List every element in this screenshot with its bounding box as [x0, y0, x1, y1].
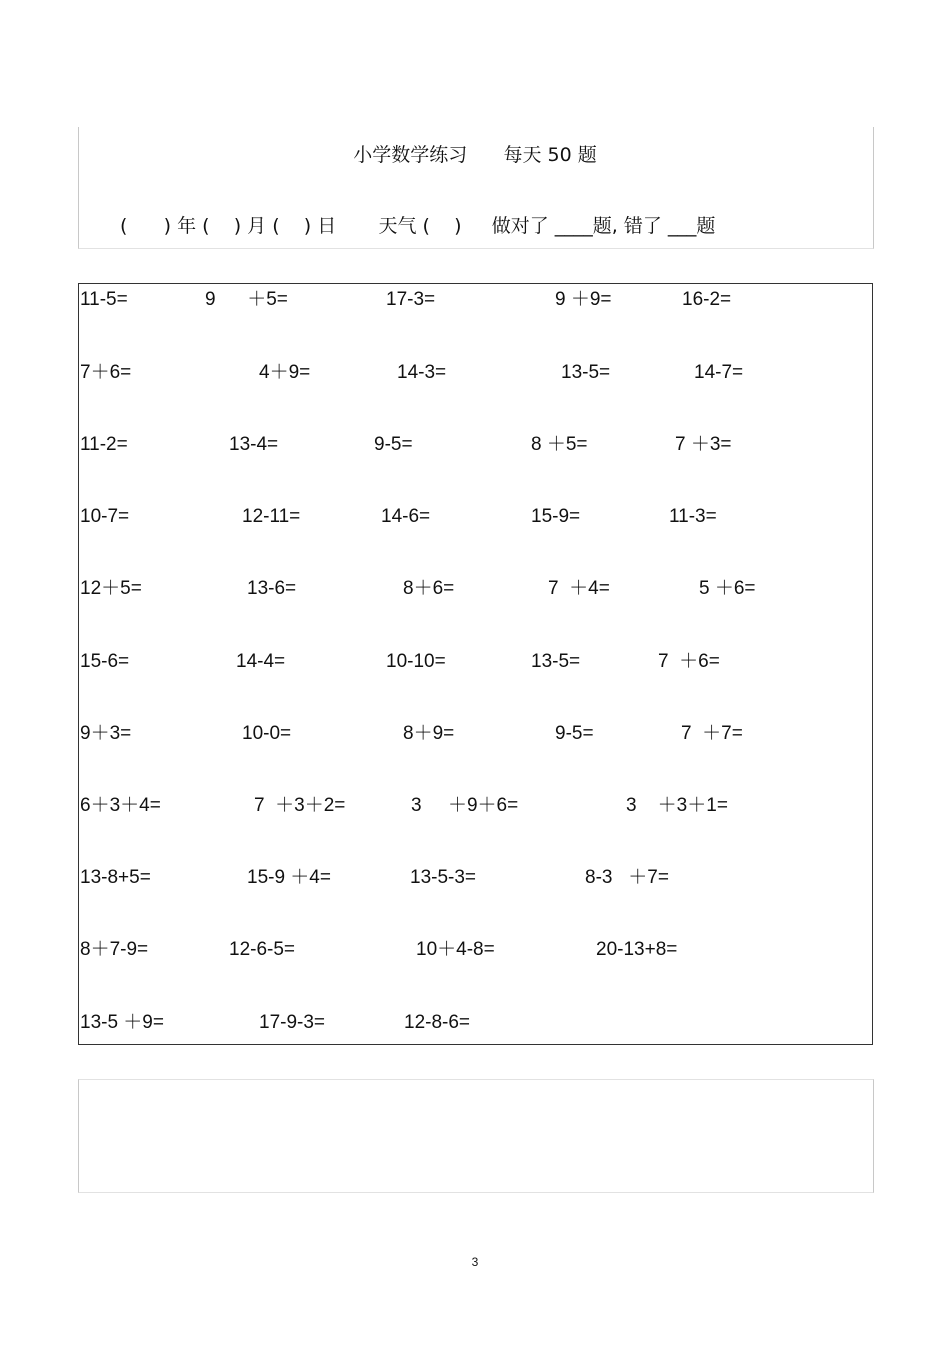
problem: 13-6= — [247, 578, 297, 599]
problem: 9 ＋5= — [205, 289, 288, 310]
problem: 14-6= — [381, 506, 431, 527]
problem: 8＋6= — [403, 578, 455, 599]
problem: 17-9-3= — [259, 1012, 326, 1033]
problem: 3 ＋9＋6= — [411, 795, 519, 816]
problem: 13-5= — [561, 362, 611, 383]
worksheet-title: 小学数学练习 每天 50 题 — [353, 144, 597, 166]
problem: 16-2= — [682, 289, 732, 310]
problem: 11-2= — [80, 434, 128, 455]
problem: 8 ＋5= — [531, 434, 588, 455]
problem: 4＋9= — [259, 362, 311, 383]
problem: 8-3 ＋7= — [585, 867, 669, 888]
problem: 14-3= — [397, 362, 447, 383]
problem: 15-6= — [80, 651, 130, 672]
problem: 7＋6= — [80, 362, 132, 383]
problem: 7 ＋6= — [658, 651, 720, 672]
problem: 9-5= — [374, 434, 413, 455]
problem: 17-3= — [386, 289, 436, 310]
problem: 13-5 ＋9= — [80, 1012, 164, 1033]
problem: 12＋5= — [80, 578, 142, 599]
problem: 12-6-5= — [229, 939, 296, 960]
problem: 15-9 ＋4= — [247, 867, 331, 888]
problem: 6＋3＋4= — [80, 795, 161, 816]
problem: 7 ＋3= — [675, 434, 732, 455]
problem: 8＋9= — [403, 723, 455, 744]
problem: 9 ＋9= — [555, 289, 612, 310]
problem: 10-7= — [80, 506, 130, 527]
problem: 14-4= — [236, 651, 286, 672]
page-number: 3 — [471, 1255, 479, 1269]
problem: 15-9= — [531, 506, 581, 527]
problem: 7 ＋3＋2= — [254, 795, 346, 816]
footer-box — [78, 1079, 874, 1193]
problem: 9＋3= — [80, 723, 132, 744]
problem: 7 ＋7= — [681, 723, 743, 744]
problem: 10＋4-8= — [416, 939, 495, 960]
problem: 10-0= — [242, 723, 292, 744]
problem: 14-7= — [694, 362, 744, 383]
problem: 13-5= — [531, 651, 581, 672]
problem: 11-3= — [669, 506, 717, 527]
problem: 8＋7-9= — [80, 939, 149, 960]
problem: 7 ＋4= — [548, 578, 610, 599]
problem: 10-10= — [386, 651, 446, 672]
problem: 3 ＋3＋1= — [626, 795, 728, 816]
problem: 13-5-3= — [410, 867, 477, 888]
problem: 11-5= — [80, 289, 128, 310]
problem: 13-4= — [229, 434, 279, 455]
info-line: ( ) 年 ( ) 月 ( ) 日 天气 ( ) 做对了 ____题, 错了 ___题 — [120, 215, 716, 237]
problem: 9-5= — [555, 723, 594, 744]
problem: 13-8+5= — [80, 867, 151, 888]
problems-box — [78, 283, 873, 1045]
problem: 5 ＋6= — [699, 578, 756, 599]
problem: 12-11= — [242, 506, 301, 527]
problem: 12-8-6= — [404, 1012, 471, 1033]
problem: 20-13+8= — [596, 939, 678, 960]
